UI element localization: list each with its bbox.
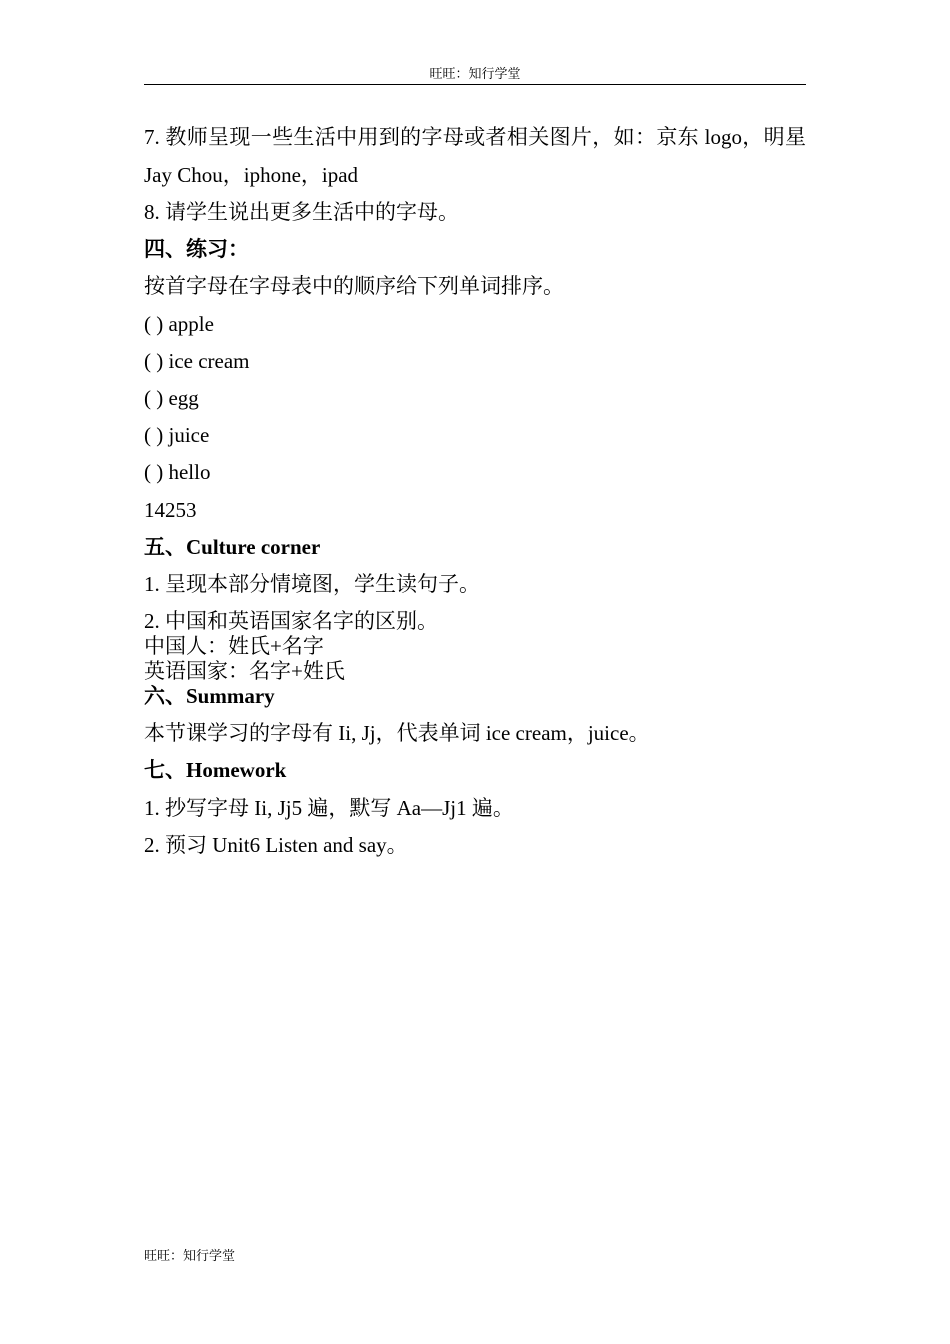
section-heading-homework: 七、Homework (144, 758, 287, 783)
english-name-order: 英语国家：名字+姓氏 (144, 659, 345, 684)
section-heading-culture-corner: 五、Culture corner (144, 534, 321, 559)
exercise-item-ice-cream: ( ) ice cream (144, 348, 250, 373)
exercise-item-egg: ( ) egg (144, 386, 199, 411)
summary-text: 本节课学习的字母有 Ii, Jj，代表单词 ice cream，juice。 (144, 721, 650, 746)
chinese-name-order: 中国人：姓氏+名字 (144, 634, 324, 659)
section-heading-summary: 六、Summary (144, 684, 275, 709)
page-footer: 旺旺：知行学堂 (144, 1248, 236, 1263)
homework-item-2: 2. 预习 Unit6 Listen and say。 (144, 832, 408, 857)
page-header: 旺旺：知行学堂 (429, 66, 521, 81)
teaching-step-7: 7. 教师呈现一些生活中用到的字母或者相关图片，如：京东 logo，明星 Jay Chou，iphone，ipad (144, 125, 806, 187)
culture-step-2: 2. 中国和英语国家名字的区别。 (144, 609, 438, 634)
exercise-answer: 14253 (144, 497, 197, 522)
header-divider (144, 84, 806, 85)
exercise-item-apple: ( ) apple (144, 311, 214, 336)
teaching-step-8: 8. 请学生说出更多生活中的字母。 (144, 200, 459, 224)
document-body (144, 118, 806, 864)
practice-instruction: 按首字母在字母表中的顺序给下列单词排序。 (144, 274, 564, 299)
culture-step-1: 1. 呈现本部分情境图，学生读句子。 (144, 572, 480, 597)
exercise-item-juice: ( ) juice (144, 423, 210, 448)
section-heading-practice: 四、练习： (144, 237, 249, 262)
exercise-item-hello: ( ) hello (144, 460, 211, 485)
homework-item-1: 1. 抄写字母 Ii, Jj5 遍，默写 Aa—Jj1 遍。 (144, 795, 514, 820)
